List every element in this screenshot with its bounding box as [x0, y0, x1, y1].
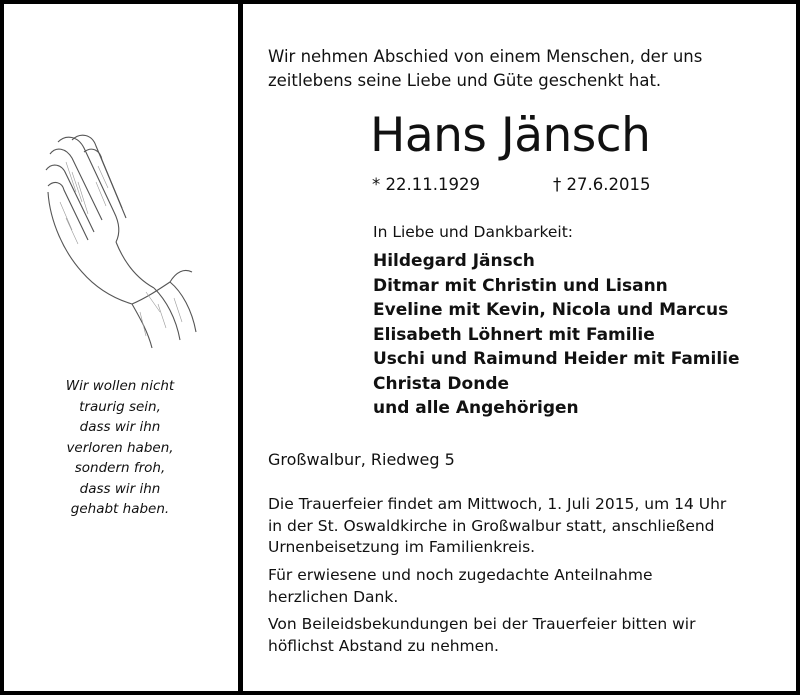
- verse: [40, 376, 200, 520]
- paragraph-line: Von Beileidsbekundungen bei der Trauerfeier bitten wir: [268, 615, 696, 633]
- death-date: † 27.6.2015: [553, 175, 651, 194]
- intro-text: [268, 45, 788, 93]
- condolence-note: [268, 614, 788, 657]
- birth-date: * 22.11.1929: [372, 175, 480, 194]
- verse-line: verloren haben,: [66, 439, 174, 456]
- praying-hands-icon: [36, 122, 206, 352]
- column-divider: [238, 0, 243, 695]
- mourners-list: [373, 249, 740, 421]
- verse-line: gehabt haben.: [70, 501, 170, 517]
- mourner-item: Christa Donde: [373, 373, 510, 394]
- border-top: [0, 0, 800, 4]
- address: Großwalbur, Riedweg 5: [268, 450, 455, 469]
- thanks-note: [268, 565, 788, 608]
- border-bottom: [0, 691, 800, 695]
- paragraph-line: Für erwiesene und noch zugedachte Anteilnahme: [268, 566, 653, 584]
- verse-line: sondern froh,: [74, 460, 166, 476]
- verse-line: dass wir ihn: [79, 480, 161, 497]
- paragraph-line: in der St. Oswaldkirche in Großwalbur statt, anschließend: [268, 516, 715, 535]
- verse-line: dass wir ihn: [79, 419, 161, 435]
- deceased-name: Hans Jänsch: [370, 108, 651, 163]
- paragraph-line: höflichst Abstand zu nehmen.: [268, 636, 499, 655]
- intro-line: zeitlebens seine Liebe und Güte geschenkt hat.: [268, 71, 662, 90]
- dedication-line: In Liebe und Dankbarkeit:: [373, 223, 574, 241]
- funeral-info: [268, 494, 788, 559]
- paragraph-line: herzlichen Dank.: [268, 587, 399, 606]
- mourner-item: und alle Angehörigen: [373, 398, 579, 418]
- border-left: [0, 0, 4, 695]
- mourner-item: Eveline mit Kevin, Nicola und Marcus: [373, 300, 729, 320]
- paragraph-line: Urnenbeisetzung im Familienkreis.: [268, 538, 536, 556]
- mourner-item: Ditmar mit Christin und Lisann: [373, 275, 668, 296]
- verse-line: traurig sein,: [79, 398, 161, 415]
- verse-line: Wir wollen nicht: [65, 378, 175, 394]
- paragraph-line: Die Trauerfeier findet am Mittwoch, 1. Juli 2015, um 14 Uhr: [268, 495, 727, 513]
- border-right: [796, 0, 800, 695]
- mourner-item: Elisabeth Löhnert mit Familie: [373, 324, 655, 345]
- mourner-item: Hildegard Jänsch: [373, 251, 535, 271]
- intro-line: Wir nehmen Abschied von einem Menschen, der uns: [268, 47, 703, 66]
- mourner-item: Uschi und Raimund Heider mit Familie: [373, 349, 740, 369]
